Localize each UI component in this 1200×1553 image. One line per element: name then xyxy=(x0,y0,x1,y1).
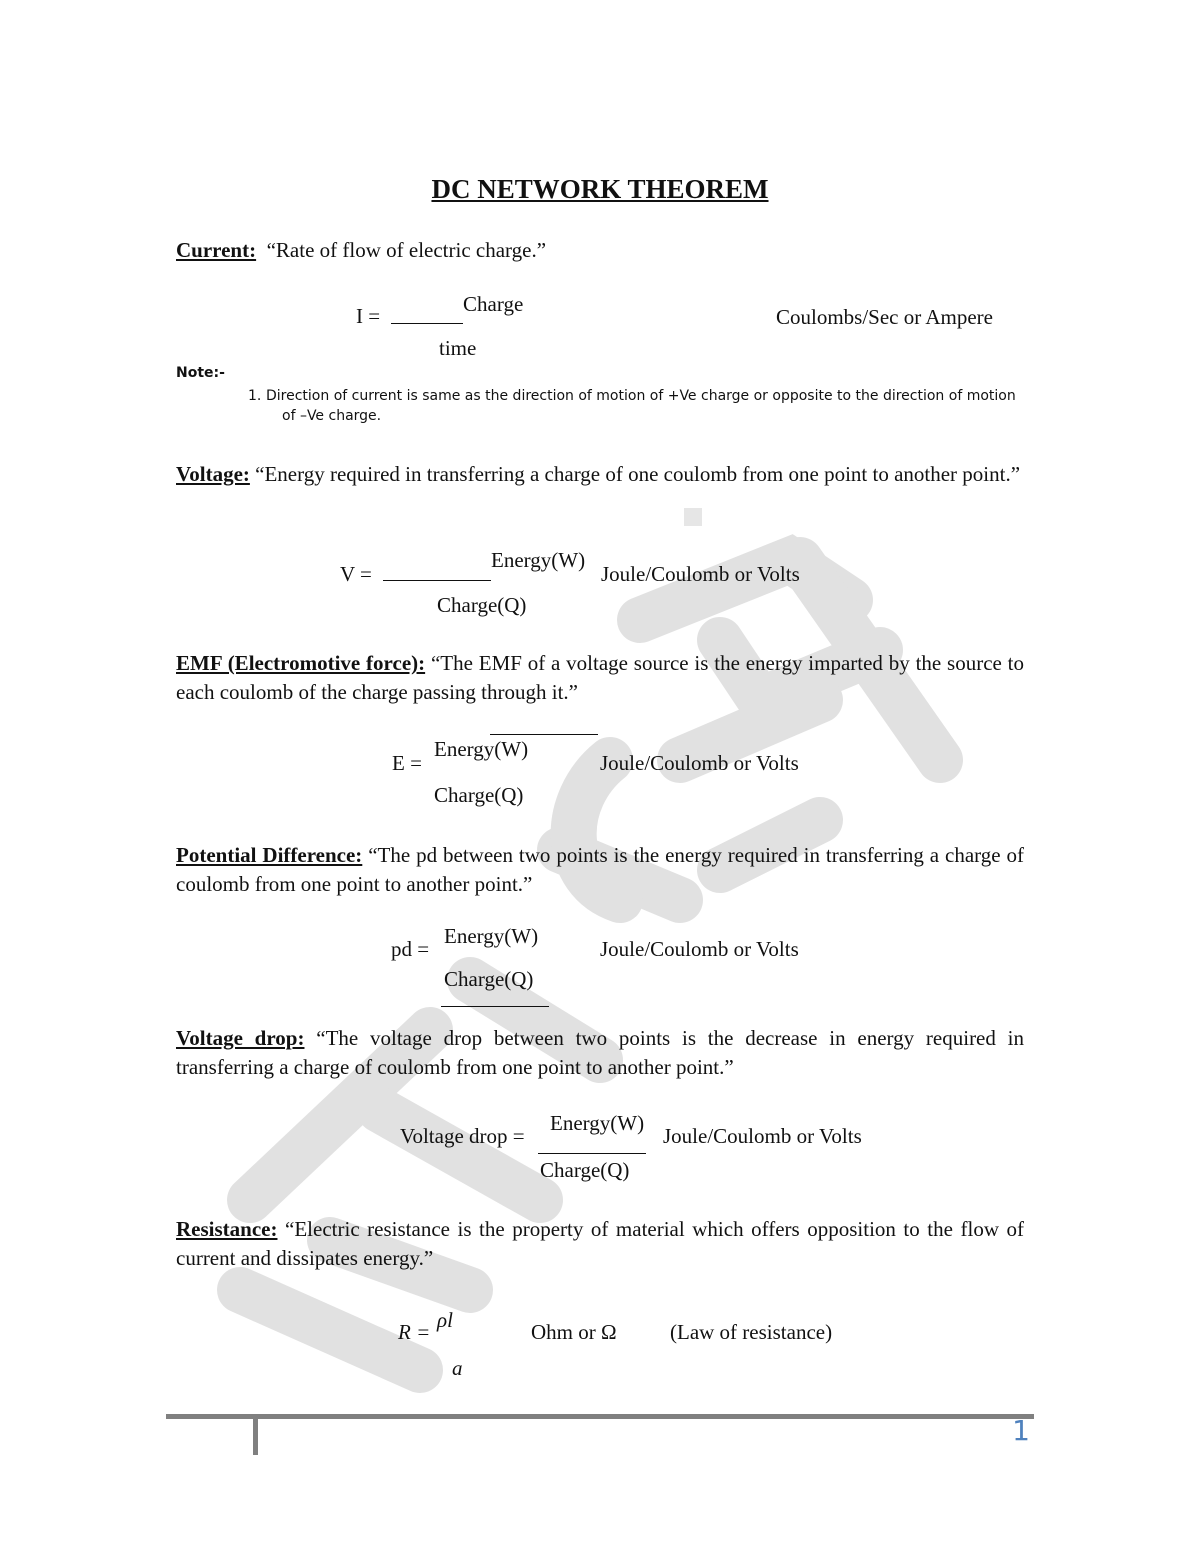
voltage-drop-eq-denominator: Charge(Q) xyxy=(540,1158,630,1182)
emf-definition xyxy=(176,649,1024,707)
note-line-2: of –Ve charge. xyxy=(282,408,382,424)
current-unit: Coulombs/Sec or Ampere xyxy=(776,305,993,329)
pd-label: Potential Difference: xyxy=(176,843,363,867)
emf-unit: Joule/Coulomb or Volts xyxy=(600,751,799,775)
voltage-definition-text: “Energy required in transferring a charge of one coulomb from one point to another point.” xyxy=(255,462,1021,486)
emf-fraction-bar xyxy=(490,734,598,735)
voltage-label: Voltage: xyxy=(176,462,250,486)
resistance-definition-text: “Electric resistance is the property of material which offers opposition to the flow of current and dissipates energy.” xyxy=(176,1217,1025,1270)
emf-label: EMF (Electromotive force): xyxy=(176,651,426,675)
resistance-unit: Ohm or Ω xyxy=(531,1320,617,1344)
current-definition-text: “Rate of flow of electric charge.” xyxy=(266,238,547,262)
resistance-label: Resistance: xyxy=(176,1217,278,1241)
page-number: 1 xyxy=(1012,1414,1030,1447)
resistance-law: (Law of resistance) xyxy=(670,1320,833,1344)
pd-definition-text: “The pd between two points is the energy required in transferring a charge of coulomb from one point to another point.” xyxy=(176,843,1024,896)
voltage-eq-numerator: Energy(W) xyxy=(491,548,586,572)
resistance-eq-lhs: R = xyxy=(398,1320,431,1344)
pd-eq-lhs: pd = xyxy=(391,937,430,961)
emf-definition-text: “The EMF of a voltage source is the energy imparted by the source to each coulomb of the charge passing through it.” xyxy=(176,651,1024,704)
voltage-drop-eq-numerator: Energy(W) xyxy=(550,1111,645,1135)
current-eq-numerator: Charge xyxy=(463,292,524,316)
voltage-drop-fraction-bar xyxy=(538,1153,646,1154)
page-title: DC NETWORK THEOREM xyxy=(431,174,769,204)
pd-eq-denominator: Charge(Q) xyxy=(444,967,534,991)
current-label: Current: xyxy=(176,238,257,262)
resistance-eq-numerator: ρl xyxy=(437,1308,453,1332)
pd-definition xyxy=(176,841,1024,899)
voltage-definition xyxy=(176,460,1024,489)
note-number: 1. xyxy=(248,388,262,404)
pd-fraction-bar xyxy=(441,1006,549,1007)
voltage-drop-unit: Joule/Coulomb or Volts xyxy=(663,1124,862,1148)
voltage-drop-definition xyxy=(176,1024,1024,1082)
emf-eq-numerator: Energy(W) xyxy=(434,737,529,761)
voltage-drop-eq-lhs: Voltage drop = xyxy=(400,1124,525,1148)
voltage-eq-lhs: V = xyxy=(340,562,372,586)
note-line-1: Direction of current is same as the direction of motion of +Ve charge or opposite to the direction of motion xyxy=(266,388,1016,404)
current-eq-lhs: I = xyxy=(356,304,381,328)
current-definition xyxy=(176,236,1024,265)
current-eq-denominator: time xyxy=(439,336,477,360)
resistance-eq-denominator: a xyxy=(452,1356,463,1380)
voltage-drop-label: Voltage drop: xyxy=(176,1026,305,1050)
note-item xyxy=(248,386,1024,426)
emf-eq-lhs: E = xyxy=(392,751,422,775)
current-fraction-bar xyxy=(391,323,463,324)
voltage-fraction-bar xyxy=(383,580,491,581)
voltage-unit: Joule/Coulomb or Volts xyxy=(601,562,800,586)
footer-tick xyxy=(253,1419,258,1455)
note-label: Note:- xyxy=(176,365,225,381)
pd-unit: Joule/Coulomb or Volts xyxy=(600,937,799,961)
pd-eq-numerator: Energy(W) xyxy=(444,924,539,948)
emf-eq-denominator: Charge(Q) xyxy=(434,783,524,807)
voltage-eq-denominator: Charge(Q) xyxy=(437,593,527,617)
footer-rule xyxy=(166,1414,1034,1419)
resistance-definition xyxy=(176,1215,1024,1273)
voltage-drop-definition-text: “The voltage drop between two points is the decrease in energy required in transferring a charge of coulomb from one point to another point.” xyxy=(176,1026,1024,1079)
